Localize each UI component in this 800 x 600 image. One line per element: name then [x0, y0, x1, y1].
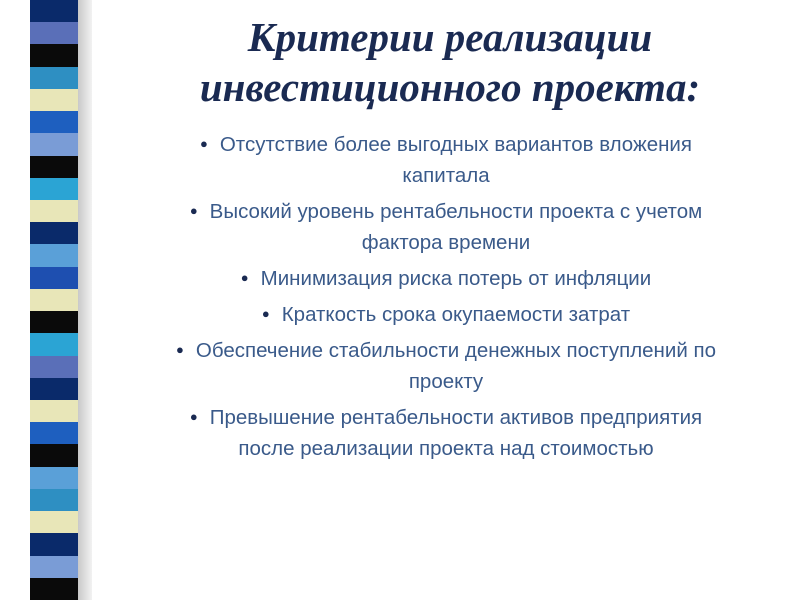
stripe-band	[30, 222, 78, 245]
stripe-band	[30, 511, 78, 534]
list-item	[96, 401, 796, 464]
list-item	[96, 128, 796, 191]
list-item	[96, 298, 796, 330]
stripe-band	[30, 44, 78, 67]
stripe-band	[30, 133, 78, 156]
stripe-column	[30, 0, 78, 600]
slide-title	[110, 12, 790, 112]
bullet-icon: ●	[261, 306, 270, 321]
stripe-band	[30, 578, 78, 600]
decorative-stripe-bar	[0, 0, 92, 600]
stripe-band	[30, 111, 78, 134]
stripe-band	[30, 467, 78, 490]
stripe-band	[30, 489, 78, 512]
stripe-band	[30, 444, 78, 467]
stripe-band	[30, 333, 78, 356]
stripe-band	[30, 422, 78, 445]
stripe-band	[30, 533, 78, 556]
bullet-icon: ●	[189, 409, 198, 424]
list-item-line-1: Обеспечение стабильности денежных поступлений по	[195, 339, 716, 362]
stripe-band	[30, 244, 78, 267]
title-line-1: Критерии реализации	[247, 14, 653, 60]
stripe-band	[30, 378, 78, 401]
list-item	[96, 195, 796, 258]
stripe-band	[30, 267, 78, 290]
bullet-icon: ●	[176, 342, 184, 357]
list-item-line-2: проекту	[408, 370, 484, 393]
list-item-line-2: капитала	[402, 164, 490, 187]
title-line-2: инвестиционного проекта:	[199, 64, 701, 111]
stripe-shadow	[78, 0, 92, 600]
stripe-band	[30, 356, 78, 379]
stripe-band	[30, 556, 78, 579]
stripe-band	[30, 89, 78, 112]
list-item-line-1: Минимизация риска потерь от инфляции	[260, 267, 652, 290]
stripe-band	[30, 0, 78, 23]
bullet-icon: ●	[189, 203, 198, 218]
list-item-line-2: после реализации проекта над стоимостью	[238, 437, 654, 460]
stripe-band	[30, 22, 78, 45]
stripe-band	[30, 289, 78, 312]
list-item-line-1: Отсутствие более выгодных вариантов вложения	[219, 133, 692, 156]
list-item-line-1: Высокий уровень рентабельности проекта с учетом	[209, 200, 703, 223]
stripe-band	[30, 400, 78, 423]
stripe-band	[30, 200, 78, 223]
stripe-band	[30, 311, 78, 334]
stripe-band	[30, 67, 78, 90]
stripe-band	[30, 178, 78, 201]
bullet-icon: ●	[200, 136, 208, 151]
list-item-line-1: Превышение рентабельности активов предприятия	[209, 406, 703, 429]
stripe-band	[30, 156, 78, 179]
list-item	[96, 262, 796, 294]
list-item-line-2: фактора времени	[361, 231, 531, 254]
list-item-line-1: Краткость срока окупаемости затрат	[281, 303, 631, 326]
list-item	[96, 334, 796, 397]
bullet-icon: ●	[240, 270, 249, 285]
criteria-list	[96, 128, 796, 468]
